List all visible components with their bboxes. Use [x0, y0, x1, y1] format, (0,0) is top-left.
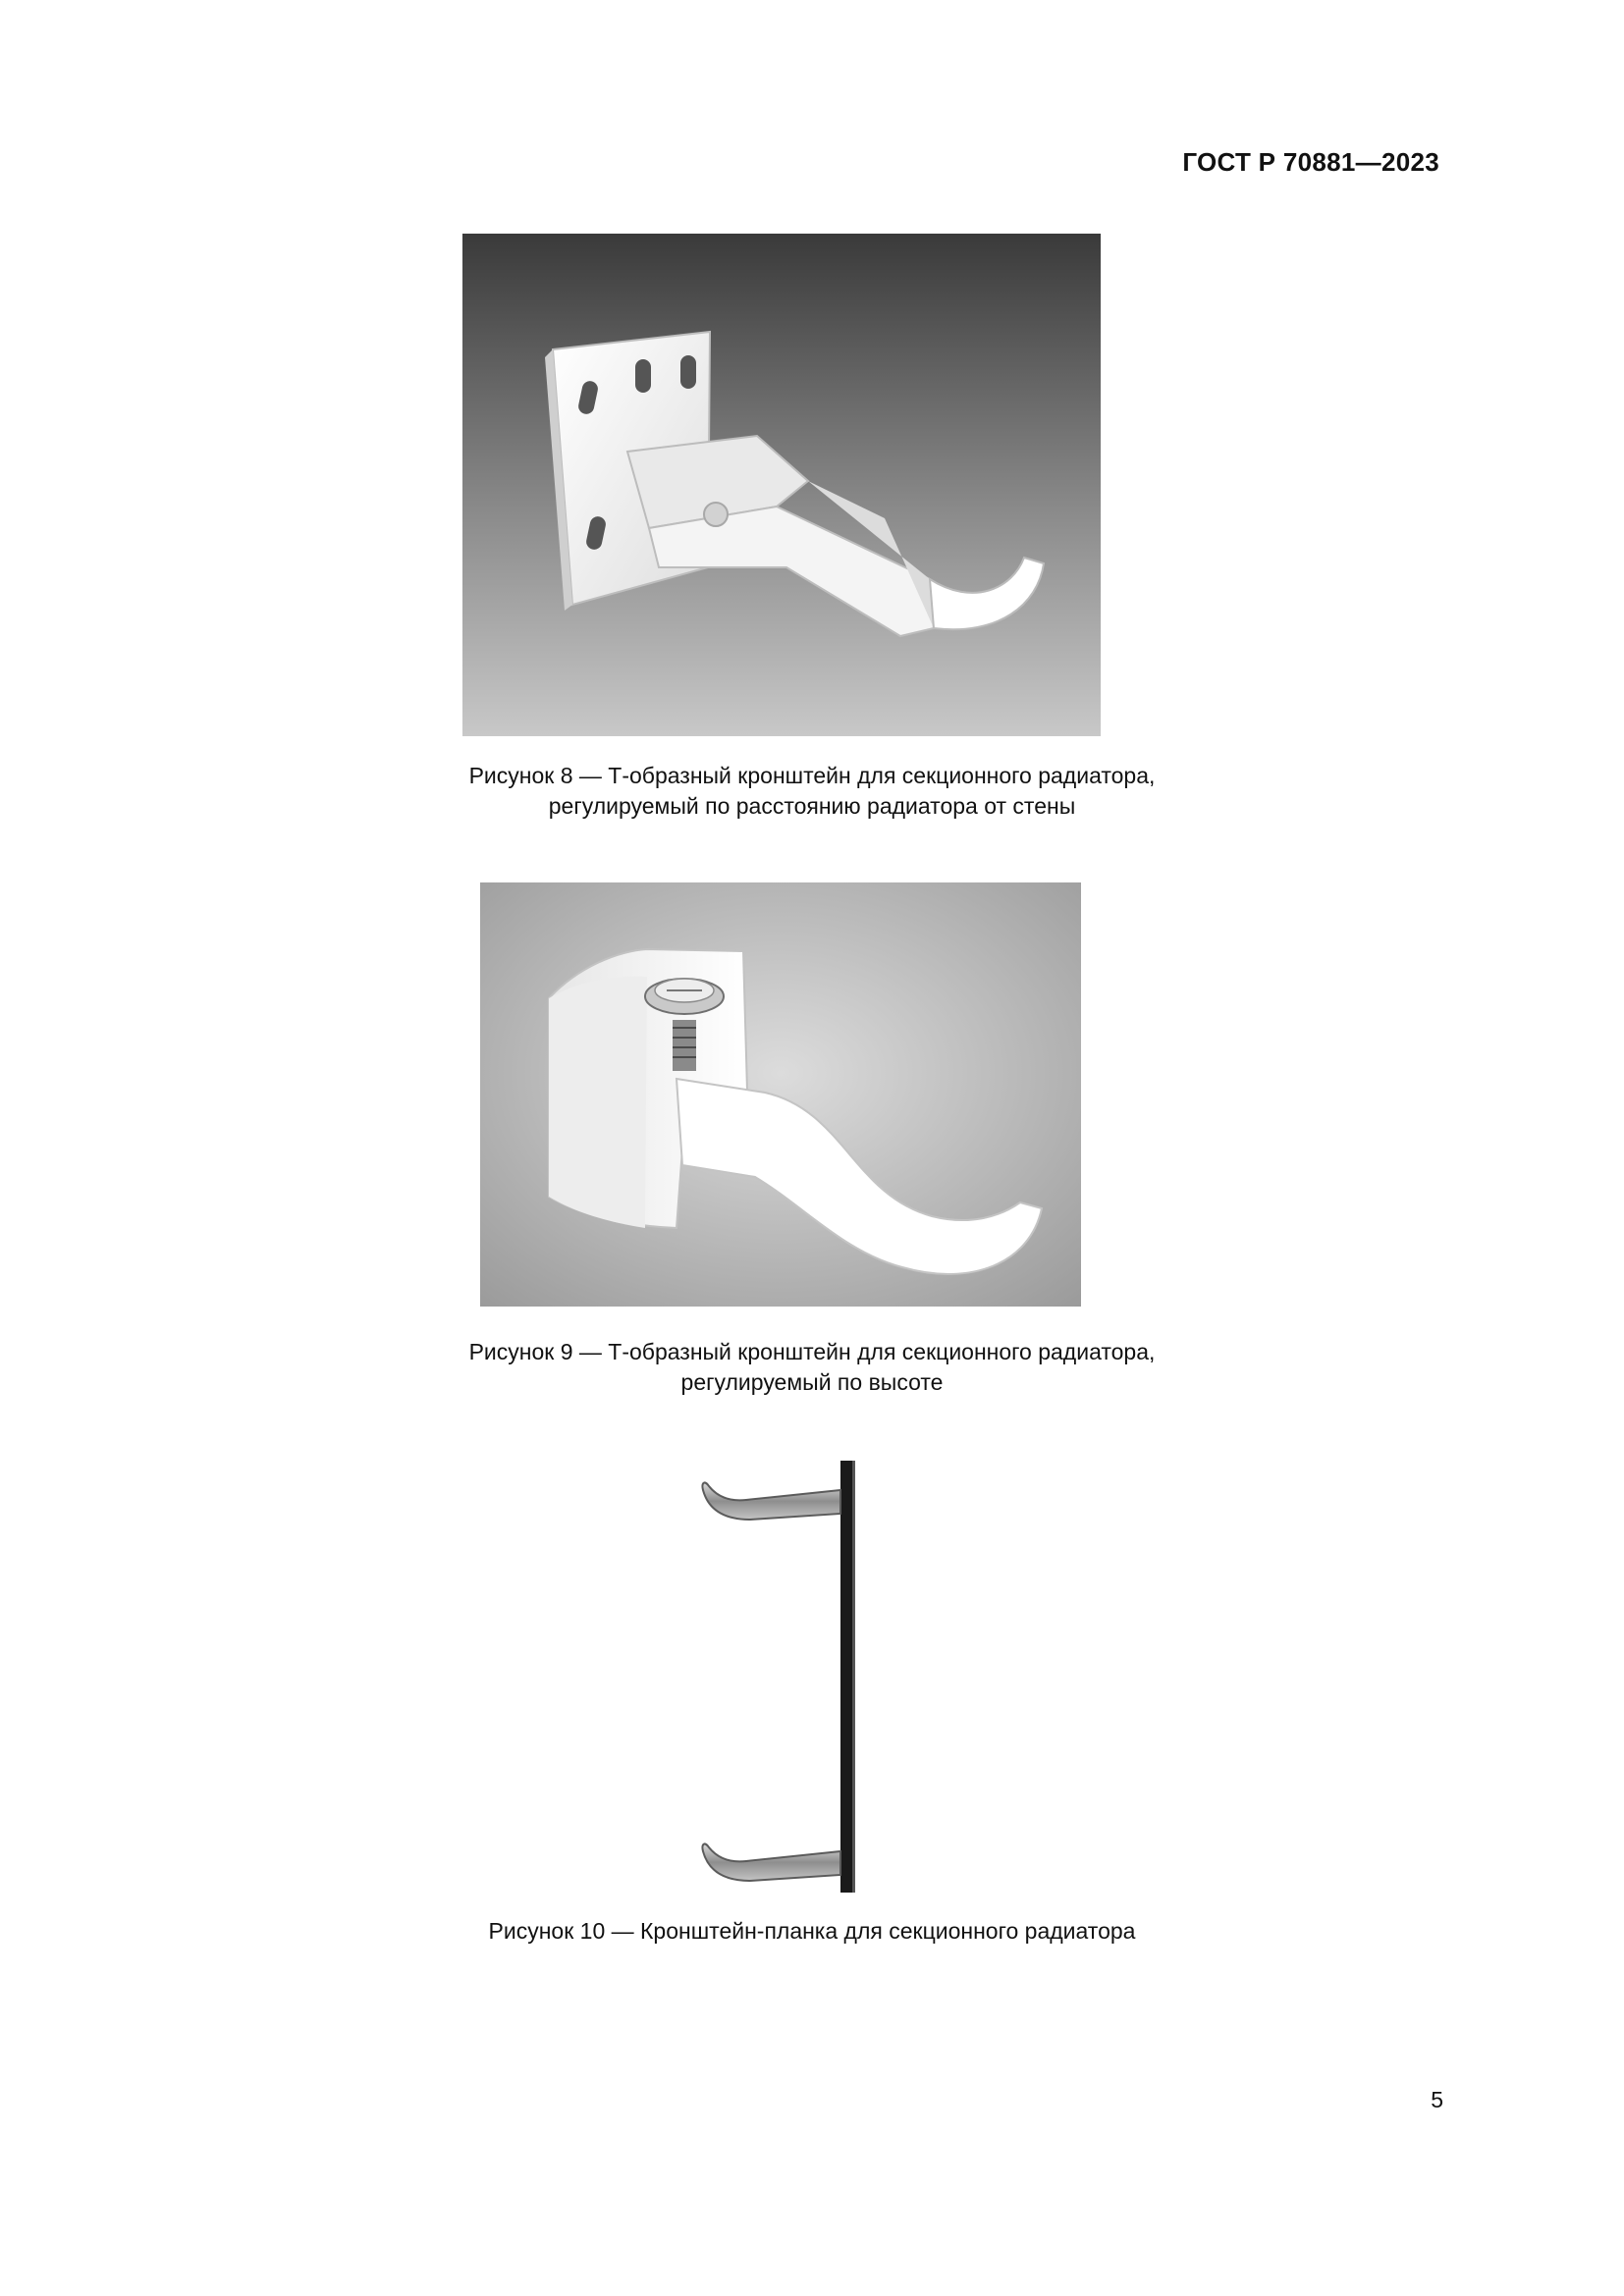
standard-code: ГОСТ Р 70881—2023 — [1182, 147, 1439, 177]
figure-9-caption — [0, 1337, 1624, 1398]
figure-8-image — [462, 234, 1101, 736]
figure-9-image — [480, 882, 1081, 1307]
caption-line: Рисунок 9 — Т-образный кронштейн для секционного радиатора, — [468, 1339, 1156, 1364]
caption-line: регулируемый по расстоянию радиатора от стены — [548, 793, 1076, 819]
caption-line: регулируемый по высоте — [680, 1369, 944, 1395]
page-number: 5 — [1431, 2087, 1443, 2112]
caption-line: Рисунок 10 — Кронштейн-планка для секционного радиатора — [488, 1918, 1136, 1944]
caption-line: Рисунок 8 — Т-образный кронштейн для секционного радиатора, — [468, 763, 1156, 788]
figure-10-caption — [0, 1916, 1624, 1947]
figure-10-image — [687, 1457, 874, 1898]
figure-8-caption — [0, 761, 1624, 822]
